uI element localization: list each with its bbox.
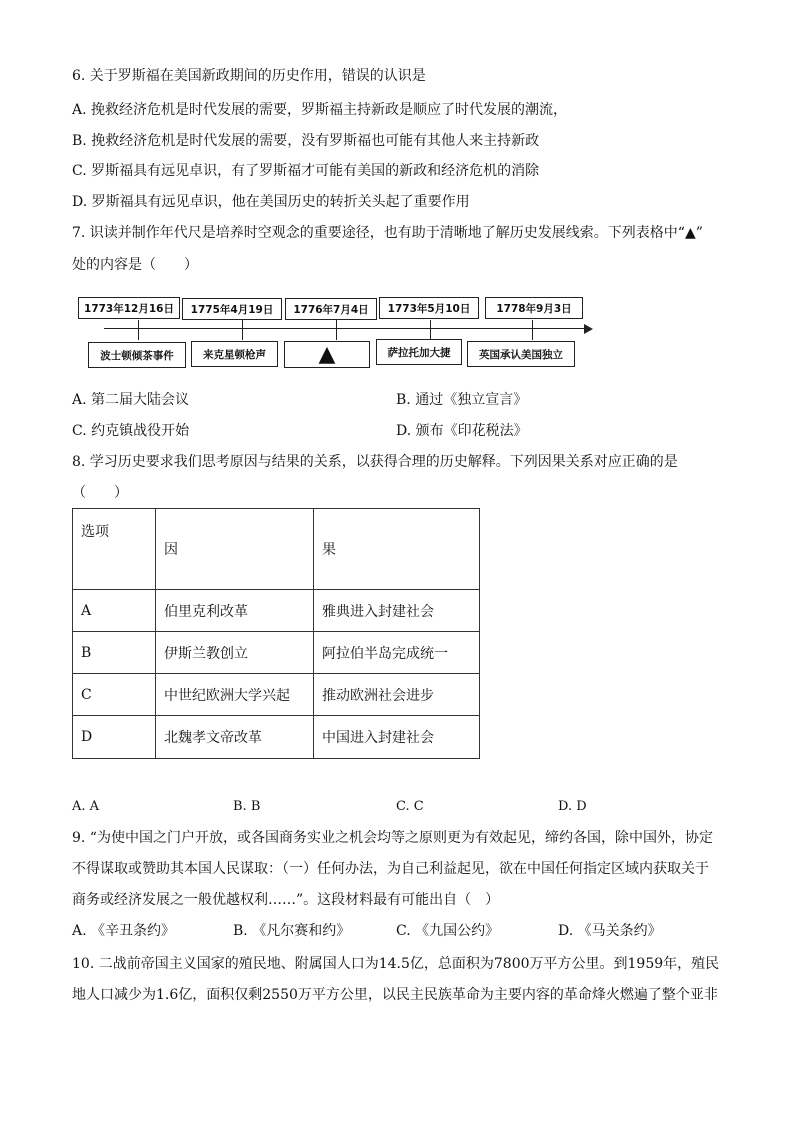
q7-option-d: D. 颁布《印花税法》 <box>396 423 528 439</box>
timeline-date-5: 1778年9月3日 <box>485 297 583 319</box>
table-cell: 伯里克利改革 <box>156 590 314 632</box>
cause-effect-table <box>72 508 480 759</box>
q8-option-d: D. D <box>558 799 587 814</box>
timeline-event-5: 英国承认美国独立 <box>467 341 575 367</box>
q7-stem-line1: 7. 识读并制作年代尺是培养时空观念的重要途径，也有助于清晰地了解历史发展线索。下列表格中“▲” <box>72 225 703 241</box>
timeline-date-3: 1776年7月4日 <box>285 298 377 320</box>
timeline-event-2: 来克星顿枪声 <box>191 341 278 367</box>
timeline-arrow-icon <box>584 324 593 334</box>
table-row <box>73 716 480 759</box>
table-header-row <box>73 509 480 590</box>
table-cell: 推动欧洲社会进步 <box>314 674 480 716</box>
q10-line2: 地人口减少为1.6亿，面积仅剩2550万平方公里，以民主民族革命为主要内容的革命烽火燃遍了整个亚非 <box>72 987 718 1003</box>
q9-option-a: A. 《辛丑条约》 <box>72 923 176 939</box>
q6-stem: 6. 关于罗斯福在美国新政期间的历史作用，错误的认识是 <box>72 68 426 84</box>
q6-option-d: D. 罗斯福具有远见卓识，他在美国历史的转折关头起了重要作用 <box>72 194 470 210</box>
q6-option-b: B. 挽救经济危机是时代发展的需要，没有罗斯福也可能有其他人来主持新政 <box>72 133 540 149</box>
table-row <box>73 674 480 716</box>
timeline-tick <box>138 320 139 340</box>
q8-stem-line1: 8. 学习历史要求我们思考原因与结果的关系，以获得合理的历史解释。下列因果关系对应正确的是 <box>72 454 678 470</box>
q6-option-c: C. 罗斯福具有远见卓识，有了罗斯福才可能有美国的新政和经济危机的消除 <box>72 163 540 179</box>
table-cell: 阿拉伯半岛完成统一 <box>314 632 480 674</box>
timeline-axis <box>104 328 586 329</box>
timeline-tick <box>532 320 533 340</box>
table-cell: 中国进入封建社会 <box>314 716 480 759</box>
timeline-tick <box>430 320 431 340</box>
table-header-cell: 果 <box>314 509 480 590</box>
table-row <box>73 632 480 674</box>
q6-option-a: A. 挽救经济危机是时代发展的需要，罗斯福主持新政是顺应了时代发展的潮流， <box>72 102 568 118</box>
timeline-event-4: 萨拉托加大捷 <box>376 339 462 365</box>
timeline-date-2: 1775年4月19日 <box>182 298 282 320</box>
table-cell: 北魏孝文帝改革 <box>156 716 314 759</box>
table-cell: C <box>73 674 156 716</box>
q9-option-c: C. 《九国公约》 <box>396 923 500 939</box>
table-cell: B <box>73 632 156 674</box>
q7-option-b: B. 通过《独立宣言》 <box>396 392 528 408</box>
q9-option-b: B. 《凡尔赛和约》 <box>233 923 351 939</box>
table-cell: 中世纪欧洲大学兴起 <box>156 674 314 716</box>
timeline-date-4: 1773年5月10日 <box>379 297 479 319</box>
q9-option-d: D. 《马关条约》 <box>558 923 662 939</box>
q9-line1: 9. “为使中国之门户开放，或各国商务实业之机会均等之原则更为有效起见，缔约各国，除中国外，协定 <box>72 830 713 846</box>
q8-option-a: A. A <box>72 799 100 814</box>
q8-stem-line2: （ ） <box>72 485 128 501</box>
table-header-cell: 因 <box>156 509 314 590</box>
q9-line3: 商务或经济发展之一般优越权利……”。这段材料最有可能出自（ ） <box>72 892 500 908</box>
q10-line1: 10. 二战前帝国主义国家的殖民地、附属国人口为14.5亿，总面积为7800万平方公里。到1959年，殖民 <box>72 956 720 972</box>
q7-option-c: C. 约克镇战役开始 <box>72 423 190 439</box>
table-cell: D <box>73 716 156 759</box>
q7-option-a: A. 第二届大陆会议 <box>72 392 190 408</box>
table-row <box>73 590 480 632</box>
table-cell: 雅典进入封建社会 <box>314 590 480 632</box>
table-header-cell: 选项 <box>73 509 156 590</box>
table-cell: A <box>73 590 156 632</box>
table-cell: 伊斯兰教创立 <box>156 632 314 674</box>
timeline-tick <box>336 320 337 340</box>
q8-option-c: C. C <box>396 799 424 814</box>
timeline-event-3-unknown: ▲ <box>284 341 370 368</box>
q7-stem-line2: 处的内容是（ ） <box>72 257 198 273</box>
timeline-event-1: 波士顿倾茶事件 <box>88 342 186 368</box>
timeline-date-1: 1773年12月16日 <box>78 297 180 319</box>
q8-option-b: B. B <box>233 799 261 814</box>
q9-line2: 不得谋取或赞助其本国人民谋取：（一）任何办法，为自己利益起见，欲在中国任何指定区域内获取关于 <box>72 861 709 877</box>
timeline-tick <box>242 320 243 340</box>
